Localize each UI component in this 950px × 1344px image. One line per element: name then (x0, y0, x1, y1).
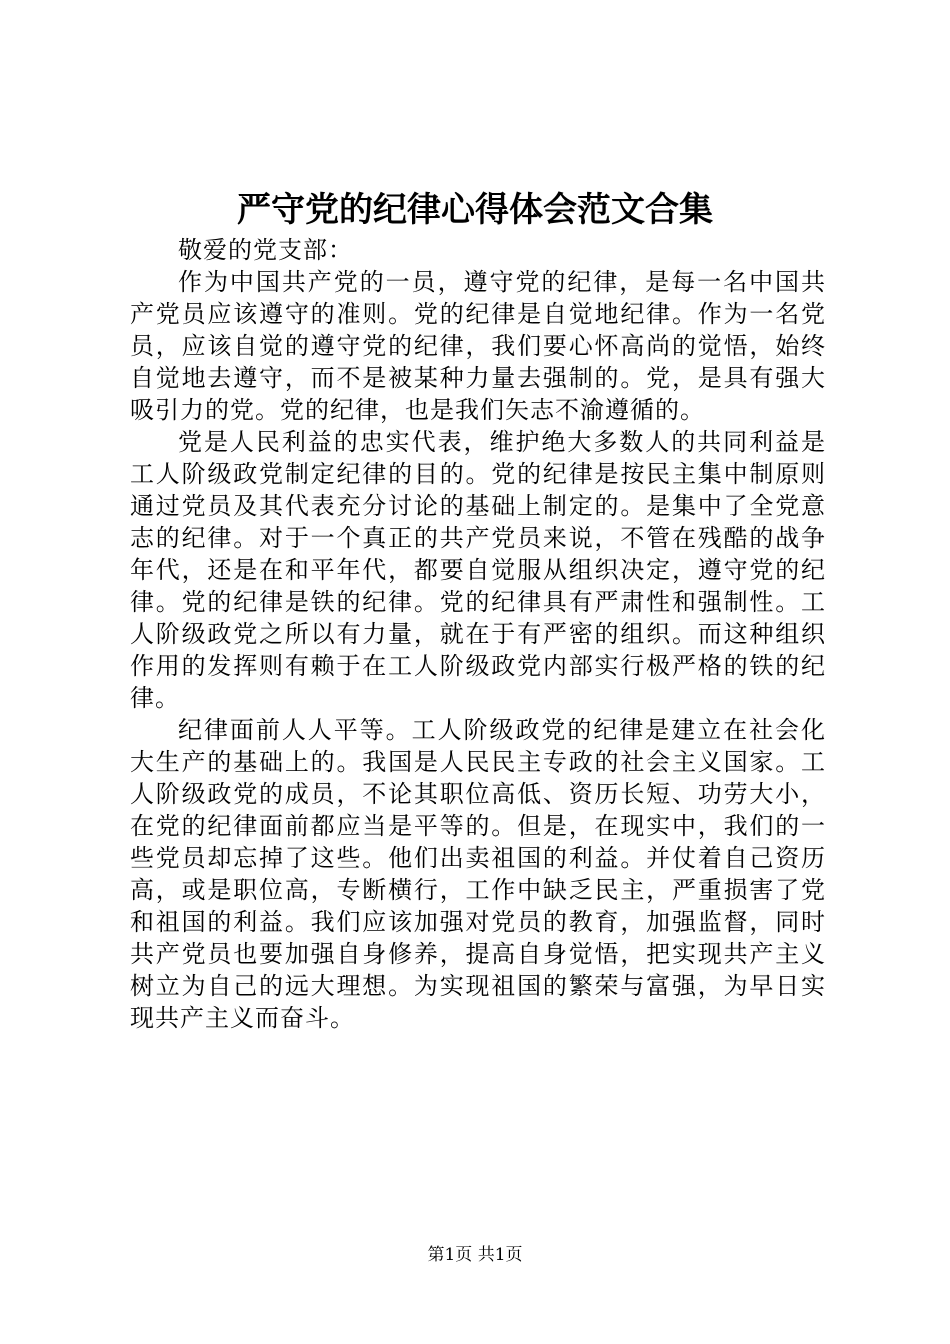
salutation: 敬爱的党支部： (178, 236, 353, 264)
page-number-footer: 第1页 共1页 (427, 1245, 523, 1265)
paragraph-2: 党是人民利益的忠实代表，维护绝大多数人的共同利益是工人阶级政党制定纪律的目的。党的纪律是按民主集中制原则通过党员及其代表充分讨论的基础上制定的。是集中了全党意志的纪律。对于一个真正的共产党员来说，不管在残酷的战争年代，还是在和平年代，都要自觉服从组织决定，遵守党的纪律。党的纪律是铁的纪律。党的纪律具有严肃性和强制性。工人阶级政党之所以有力量，就在于有严密的组织。而这种组织作用的发挥则有赖于在工人阶级政党内部实行极严格的铁的纪律。 (130, 428, 826, 712)
paragraph-3: 纪律面前人人平等。工人阶级政党的纪律是建立在社会化大生产的基础上的。我国是人民民主专政的社会主义国家。工人阶级政党的成员，不论其职位高低、资历长短、功劳大小，在党的纪律面前都应当是平等的。但是，在现实中，我们的一些党员却忘掉了这些。他们出卖祖国的利益。并仗着自己资历高，或是职位高，专断横行，工作中缺乏民主，严重损害了党和祖国的利益。我们应该加强对党员的教育，加强监督，同时共产党员也要加强自身修养，提高自身觉悟，把实现共产主义树立为自己的远大理想。为实现祖国的繁荣与富强，为早日实现共产主义而奋斗。 (130, 716, 826, 1032)
paragraph-1: 作为中国共产党的一员，遵守党的纪律，是每一名中国共产党员应该遵守的准则。党的纪律是自觉地纪律。作为一名党员，应该自觉的遵守党的纪律，我们要心怀高尚的觉悟，始终自觉地去遵守，而不是被某种力量去强制的。党，是具有强大吸引力的党。党的纪律，也是我们矢志不渝遵循的。 (130, 268, 826, 424)
document-title: 严守党的纪律心得体会范文合集 (237, 190, 713, 230)
document-body (130, 234, 826, 1034)
